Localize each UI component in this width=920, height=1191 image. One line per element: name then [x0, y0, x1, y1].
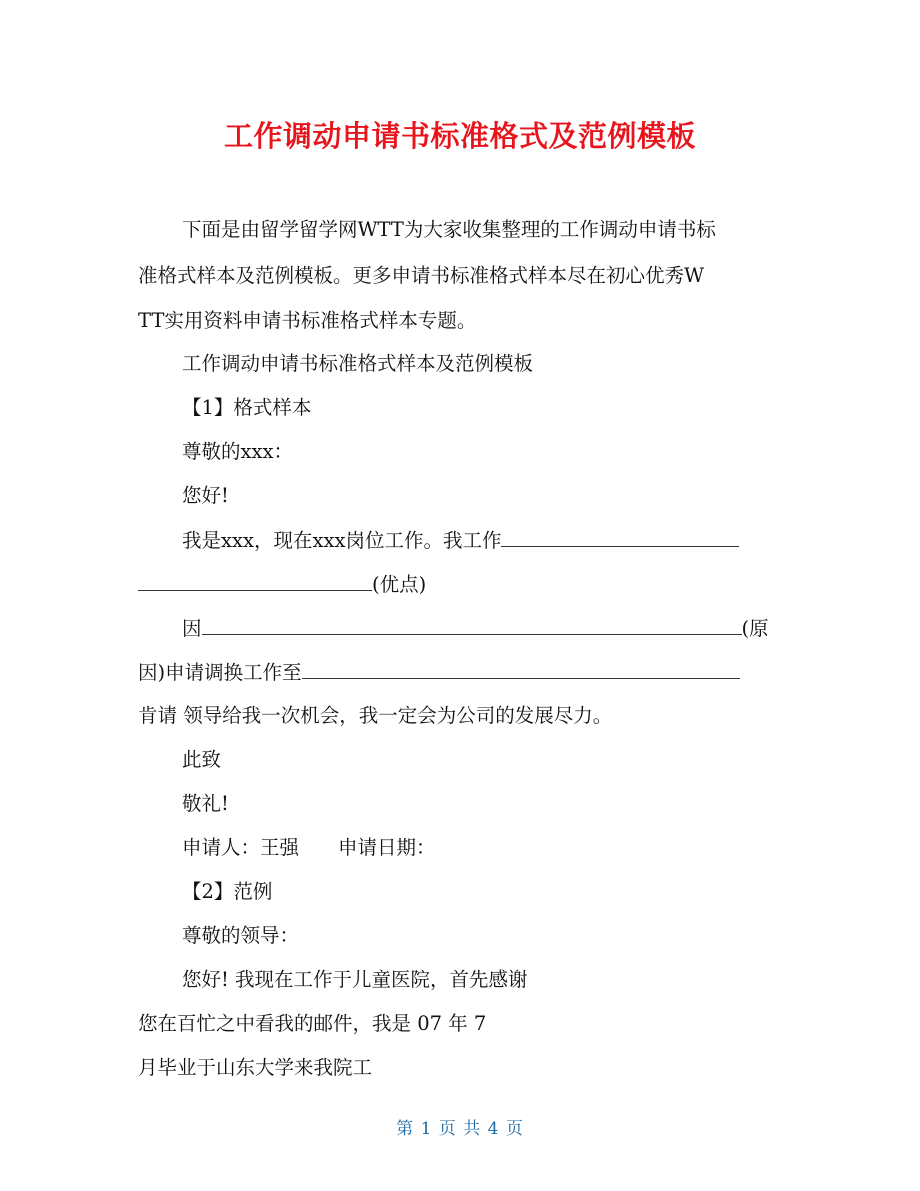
section-1-heading: 【1】格式样本 [182, 396, 312, 419]
reason-prefix: 因 [182, 617, 202, 640]
fill-blank [501, 528, 739, 547]
greeting-1: 尊敬的xxx： [182, 440, 293, 463]
subtitle: 工作调动申请书标准格式样本及范例模板 [182, 352, 534, 375]
hello-1: 您好! [182, 484, 229, 507]
intro-line-3: TT实用资料申请书标准格式样本专题。 [138, 309, 477, 332]
section-2-heading: 【2】范例 [182, 880, 273, 903]
plea-line: 肯请 领导给我一次机会，我一定会为公司的发展尽力。 [138, 704, 613, 727]
merit-line [138, 572, 426, 597]
example-line-3: 月毕业于山东大学来我院工 [138, 1056, 373, 1079]
fill-blank [202, 616, 742, 635]
intro-line-1: 下面是由留学留学网WTT为大家收集整理的工作调动申请书标 [182, 218, 716, 241]
example-line-2: 您在百忙之中看我的邮件，我是 07 年 7 [138, 1012, 487, 1035]
transfer-text: 因)申请调换工作至 [138, 661, 302, 684]
work-line-text: 我是xxx，现在xxx岗位工作。我工作 [182, 529, 502, 552]
reason-line [182, 616, 769, 641]
transfer-line [138, 660, 740, 685]
intro-line-2: 准格式样本及范例模板。更多申请书标准格式样本尽在初心优秀W [138, 264, 705, 287]
example-line-1: 您好! 我现在工作于儿童医院，首先感谢 [182, 968, 528, 991]
greeting-2: 尊敬的领导： [182, 924, 300, 947]
fill-blank [302, 660, 740, 679]
document-title: 工作调动申请书标准格式及范例模板 [223, 119, 696, 153]
page-footer: 第 1 页 共 4 页 [396, 1119, 524, 1139]
closing-line-1: 此致 [182, 748, 222, 771]
fill-blank [138, 572, 372, 591]
merit-label: (优点) [372, 573, 427, 596]
closing-line-2: 敬礼! [182, 792, 229, 815]
signature-line: 申请人：王强 申请日期： [182, 836, 436, 859]
reason-suffix: (原 [741, 617, 769, 640]
work-line [182, 528, 739, 553]
